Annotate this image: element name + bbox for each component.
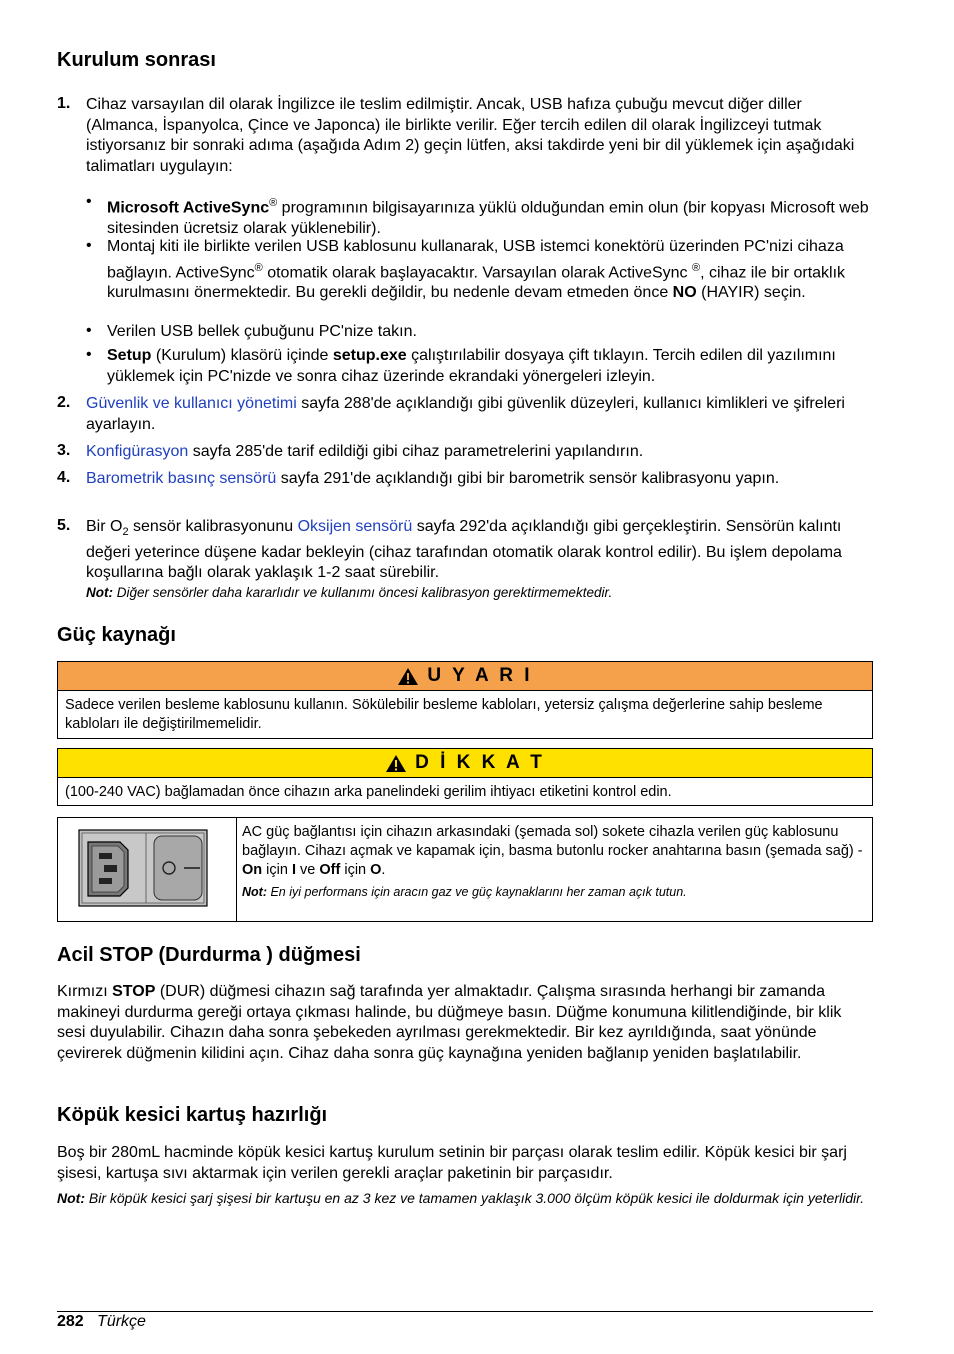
warning-text: Sadece verilen besleme kablosunu kullanın. Sökülebilir besleme kabloları, yetersiz çalışma değerlerine sahip besleme kabloları ile değiştirilmemelidir. [65, 697, 823, 732]
para-text: Kırmızı [57, 983, 113, 1000]
i-label: I [291, 862, 296, 878]
step-text-part: sensör kalibrasyonunu [128, 518, 298, 535]
section-title-setup: Kurulum sonrası [57, 49, 216, 71]
bold-text: setup.exe [332, 347, 407, 364]
bullet-text-part: , cihaz ile bir ortaklık kurulmasını önermektedir. Bu gerekli değildir, bu nedenle devam etmeden önce [107, 263, 846, 302]
step-text-part: sayfa 285'de tarif edildiği gibi cihaz parametrelerini yapılandırın. [188, 443, 644, 460]
power-panel-icon [58, 818, 236, 921]
step-text-part: sayfa 291'de açıklandığı gibi bir barometrik sensör kalibrasyonu yapın. [276, 470, 780, 487]
caution-box [57, 748, 873, 806]
note-text: En iyi performans için aracın gaz ve güç kaynaklarını her zaman açık tutun. [267, 885, 687, 899]
footer-language: Türkçe [97, 1313, 146, 1330]
step-text [86, 442, 871, 463]
subscript: 2 [122, 526, 129, 539]
stop-label: STOP [112, 983, 156, 1000]
ac-text-part: AC güç bağlantısı için cihazın arkasındaki (şemada sol) sokete cihazla verilen güç kablosunu bağlayın. Cihazı açmak ve kapamak için, basma butonlu rocker anahtarına basın (şemada sağ) - [242, 824, 863, 859]
bullet-text-part: otomatik olarak başlayacaktır. Varsayılan olarak ActiveSync [262, 263, 692, 281]
ac-text-part: için [262, 862, 292, 878]
warning-title: U Y A R I [427, 665, 533, 686]
bullet-text [107, 193, 872, 239]
bold-text: Setup [107, 347, 152, 364]
caution-icon [385, 754, 407, 773]
step-text-part: Bir O [86, 518, 123, 535]
step-number: 2. [57, 394, 71, 411]
o-label: O [370, 862, 382, 878]
section-title-power: Güç kaynağı [57, 624, 176, 646]
bullet-text-part: Montaj kiti ile birlikte verilen USB kablosunu kullanarak, USB istemci konektörü üzerinden PC'nizi cihaza bağlayın. ActiveSync [107, 238, 844, 281]
warning-box [57, 661, 873, 739]
registered-mark: ® [254, 261, 263, 274]
caution-title: D İ K K A T [415, 752, 545, 773]
registered-mark: ® [691, 261, 701, 274]
caution-header [58, 749, 872, 778]
stop-paragraph [57, 982, 873, 1064]
bold-text: NO [672, 284, 697, 302]
bullet-text: Verilen USB bellek çubuğunu PC'nize takın. [107, 323, 417, 340]
ac-power-table [57, 817, 873, 922]
note-text: Bir köpük kesici şarj şişesi bir kartuşu en az 3 kez ve tamamen yaklaşık 3.000 ölçüm köpük kesici ile doldurmak için yeterlidir. [85, 1190, 865, 1206]
step-number: 5. [57, 517, 71, 534]
step-number: 4. [57, 469, 71, 486]
on-label: On [242, 862, 263, 878]
section-title-antifoam: Köpük kesici kartuş hazırlığı [57, 1104, 328, 1126]
note-text: Diğer sensörler daha kararlıdır ve kullanımı öncesi kalibrasyon gerektirmemektedir. [113, 585, 613, 600]
step-text [86, 469, 871, 490]
step-text: Cihaz varsayılan dil olarak İngilizce ile teslim edilmiştir. Ancak, USB hafıza çubuğu mevcut diğer diller (Almanca, İspanyolca, Çince ve Japonca) ile birlikte verilir. Eğer tercih edilen dil olarak İngilizceyi tutmak istiyorsanız bir sonraki adıma (aşağıda Adım 2) geçin lütfen, aksi takdirde yeni bir dil yüklemek için aşağıdaki talimatları uygulayın: [86, 96, 855, 175]
bullet-text-part: (Kurulum) klasörü içinde [151, 347, 333, 364]
registered-mark: ® [269, 197, 278, 209]
ac-text-part: için [340, 862, 371, 878]
link-oxygen[interactable]: Oksijen sensörü [297, 518, 413, 535]
antifoam-paragraph: Boş bir 280mL hacminde köpük kesici kartuş kurulum setinin bir parçası olarak teslim edilir. Köpük kesici bir şarj şisesi, kartuşa sıvı aktarmak için verilen gerekli araçlar paketinin bir parçasıdır. [57, 1144, 847, 1182]
antifoam-note [57, 1189, 873, 1207]
ac-note [242, 884, 867, 900]
bullet: • [86, 193, 92, 210]
bullet-text-part: (HAYIR) seçin. [696, 284, 806, 302]
link-configuration[interactable]: Konfigürasyon [86, 443, 189, 460]
bullet: • [86, 237, 92, 254]
bullet: • [86, 346, 92, 363]
footer [57, 1313, 146, 1331]
step-text-part: sayfa 292'da açıklandığı gibi gerçekleştirin. Sensörün kalıntı değeri yeterince düşene kadar bekleyin (cihaz tarafından otomatik olarak kontrol edilir). Bu işlem depolama koşullarına bağlı olarak yaklaşık 1-2 saat sürebilir. [86, 518, 842, 582]
warning-icon [397, 667, 419, 686]
bullet-text-part: programının bilgisayarınıza yüklü olduğundan emin olun (bir kopyası Microsoft web sitesinden ücretsiz olarak yüklenebilir). [107, 199, 869, 237]
caution-text: (100-240 VAC) bağlamadan önce cihazın arka panelindeki gerilim ihtiyacı etiketini kontrol edin. [65, 784, 672, 800]
note-label: Not: [86, 585, 113, 600]
step-text [86, 394, 871, 435]
footer-divider [57, 1311, 873, 1312]
page-number: 282 [57, 1313, 84, 1330]
ac-power-description [242, 823, 867, 900]
bullet-text [107, 346, 872, 387]
link-barometric[interactable]: Barometrik basınç sensörü [86, 470, 277, 487]
bullet-text [107, 237, 872, 304]
note-label: Not: [242, 885, 267, 899]
section-title-stop: Acil STOP (Durdurma ) düğmesi [57, 944, 361, 966]
bold-text: Microsoft ActiveSync [107, 199, 270, 217]
ac-text-part: . [381, 862, 386, 878]
bullet-text-part: çalıştırılabilir dosyaya çift tıklayın. Tercih edilen dil yazılımını yüklemek için PC'nizde ve sonra cihaz üzerinde ekrandaki yönergeleri izleyin. [107, 347, 836, 385]
warning-header [58, 662, 872, 691]
step-text-part: sayfa 288'de açıklandığı gibi güvenlik düzeyleri, kullanıcı kimlikleri ve şifreleri ayarlayın. [86, 395, 845, 433]
power-connector-illustration [58, 818, 237, 921]
note-label: Not: [57, 1190, 85, 1206]
ac-power-text [242, 823, 867, 880]
link-security[interactable]: Güvenlik ve kullanıcı yönetimi [86, 395, 297, 412]
step-number: 3. [57, 442, 71, 459]
ac-text-part: ve [296, 862, 320, 878]
bullet: • [86, 322, 92, 339]
step-number: 1. [57, 95, 71, 112]
note [86, 584, 871, 602]
para-text: (DUR) düğmesi cihazın sağ tarafında yer almaktadır. Çalışma sırasında herhangi bir zamanda makineyi durdurma gereği ortaya çıkması halinde, bu düğmeye basın. Düğme konumuna kilitlendiğinde, bir klik sesi duyulabilir. Cihazın daha sonra şebekeden ayrılması gerekmektedir. Bir kez ayrıldığında, saat yönünde çevirerek düğmenin kilidini açın. Cihaz daha sonra güç kaynağına yeniden bağlanıp yeniden başlatılabilir. [57, 983, 842, 1062]
step-text [86, 517, 871, 584]
off-label: Off [319, 862, 341, 878]
